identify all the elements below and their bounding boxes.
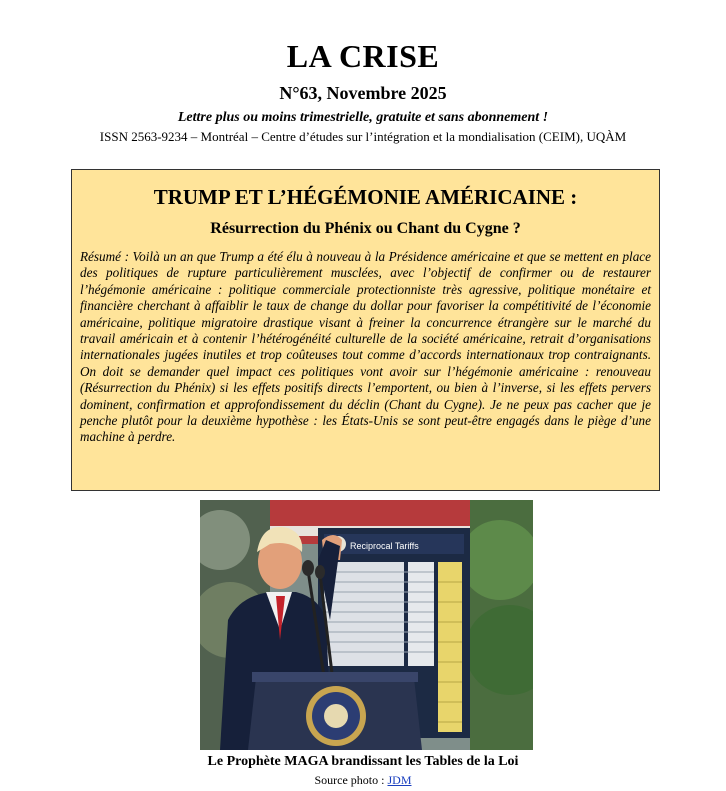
tagline: Lettre plus ou moins trimestrielle, gratuite et sans abonnement !: [177, 110, 549, 125]
abstract-text: Résumé : Voilà un an que Trump a été élu à nouveau à la Présidence américaine et que se mettent en place des politiques de rupture particulièrement musclées, avec l’objectif de confirmer ou de restaurer l’hégémonie américaine : politique commerciale protectionniste très agressive, politique monétaire et financière cherchant à affaiblir le taux de change du dollar pour favoriser la compétitivité de l’économie américaine, politique migratoire drastique visant à freiner la concurrence étrangère sur le marché du travail américain et à contenir l’hétérogénéité culturelle de la société américaine, retrait d’organisations internationales jugées inutiles et trop coûteuses tout comme d’accords internationaux trop contraignants. On doit se demander quel impact ces politiques vont avoir sur l’hégémonie américaine : renouveau (Résurrection du Phénix) si les effets positifs directs l’emportent, ou bien à l’inverse, si les effets pervers dominent, confirmation et approfondissement du déclin (Chant du Cygne). Je ne peux pas cacher que je penche plutôt pour la deuxième hypothèse : les États-Unis se sont peut-être engagés dans le piège d’une machine à perdre.: [80, 249, 651, 445]
photo-source-label: Source photo :: [314, 773, 385, 787]
article-subtitle: Résurrection du Phénix ou Chant du Cygne ?: [210, 220, 521, 237]
photo-source: [0, 773, 726, 788]
article-photo: [200, 500, 533, 750]
photo-source-link[interactable]: JDM: [387, 773, 412, 787]
article-title: TRUMP ET L’HÉGÉMONIE AMÉRICAINE :: [153, 185, 578, 209]
issue-number: N°63, Novembre 2025: [279, 83, 447, 103]
issn-line: ISSN 2563-9234 – Montréal – Centre d’études sur l’intégration et la mondialisation (CEIM), UQÀM: [99, 129, 627, 144]
abstract-box: [71, 169, 660, 491]
photo-caption: Le Prophète MAGA brandissant les Tables de la Loi: [207, 754, 519, 769]
newsletter-title: LA CRISE: [286, 38, 440, 74]
photo-illustration: [200, 500, 533, 750]
tariff-board-title: Reciprocal Tariffs: [350, 541, 419, 551]
